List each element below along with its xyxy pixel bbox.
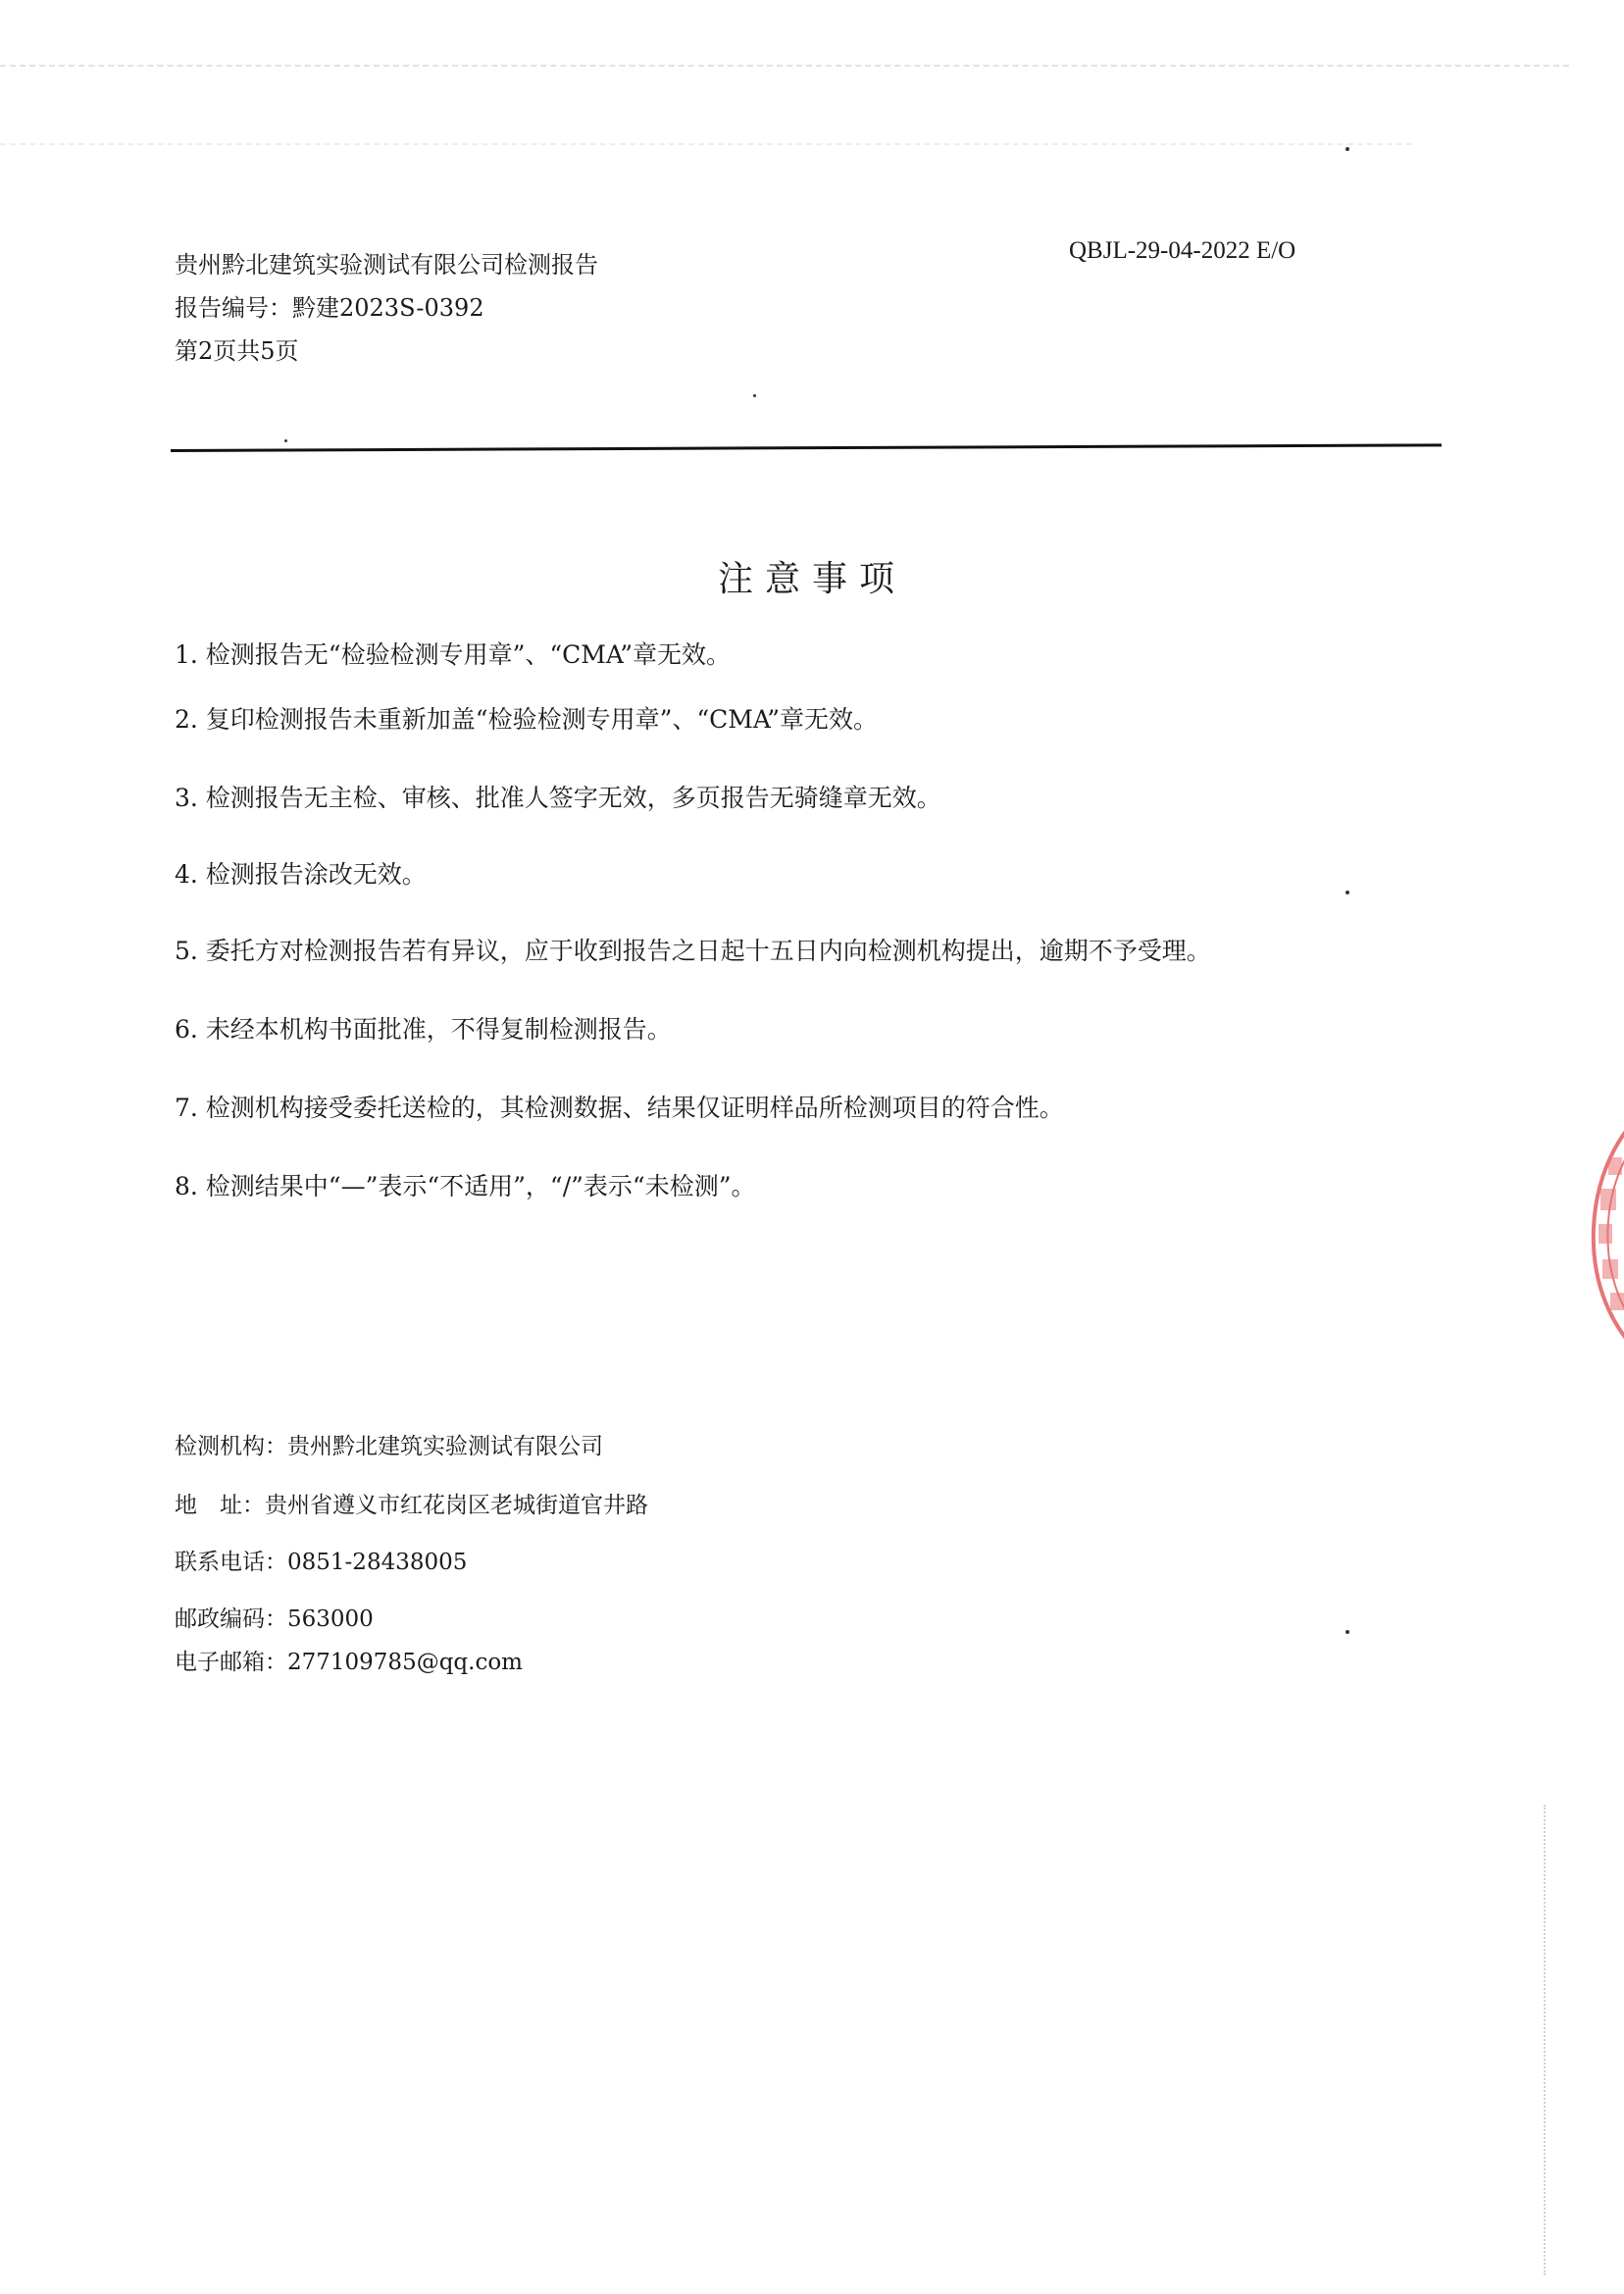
address-line: 地 址：贵州省遵义市红花岗区老城街道官井路	[175, 1493, 648, 1518]
notice-item: 4. 检测报告涂改无效。	[175, 860, 427, 889]
notice-item: 5. 委托方对检测报告若有异议，应于收到报告之日起十五日内向检测机构提出，逾期不予受理。	[175, 937, 1211, 965]
seal-glyph-mark	[1600, 1189, 1616, 1210]
seal-glyph-mark	[1610, 1293, 1624, 1310]
postal-code-line: 邮政编码：563000	[175, 1606, 374, 1632]
company-report-title: 贵州黔北建筑实验测试有限公司检测报告	[175, 251, 598, 279]
seal-glyph-mark	[1602, 1259, 1618, 1279]
scan-speck	[284, 439, 287, 442]
scan-speck	[1345, 891, 1349, 894]
scan-edge-artifact	[1544, 1805, 1546, 2275]
document-code: QBJL-29-04-2022 E/O	[1069, 237, 1296, 264]
notice-item: 8. 检测结果中“—”表示“不适用”，“/”表示“未检测”。	[175, 1172, 756, 1200]
notice-item: 1. 检测报告无“检验检测专用章”、“CMA”章无效。	[175, 640, 732, 669]
institution-line: 检测机构：贵州黔北建筑实验测试有限公司	[175, 1434, 603, 1459]
notice-item: 2. 复印检测报告未重新加盖“检验检测专用章”、“CMA”章无效。	[175, 705, 879, 734]
scan-artifact-second	[0, 143, 1412, 145]
page-info: 第2页共5页	[175, 337, 299, 365]
notice-item: 7. 检测机构接受委托送检的，其检测数据、结果仅证明样品所检测项目的符合性。	[175, 1094, 1064, 1122]
notice-item: 3. 检测报告无主检、审核、批准人签字无效，多页报告无骑缝章无效。	[175, 784, 941, 812]
scan-artifact-top	[0, 65, 1569, 67]
page-title: 注意事项	[717, 559, 906, 599]
header-divider	[171, 443, 1442, 452]
seal-stamp-fragment	[1540, 1079, 1624, 1393]
email-line: 电子邮箱：277109785@qq.com	[175, 1650, 523, 1675]
report-header	[175, 243, 598, 373]
seal-glyph-mark	[1599, 1224, 1612, 1244]
notice-item: 6. 未经本机构书面批准，不得复制检测报告。	[175, 1015, 672, 1044]
scan-speck	[1345, 1630, 1349, 1634]
seal-glyph-mark	[1608, 1157, 1622, 1175]
scan-speck	[1345, 147, 1349, 151]
phone-line: 联系电话：0851-28438005	[175, 1550, 468, 1575]
report-number: 报告编号：黔建2023S-0392	[175, 294, 484, 322]
scan-speck	[753, 394, 756, 397]
